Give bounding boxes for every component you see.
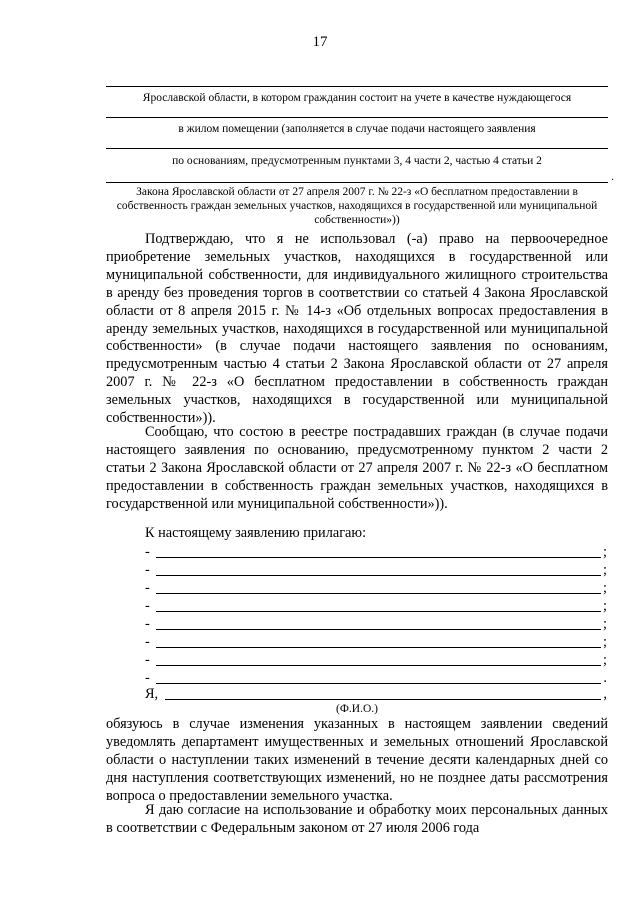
attachment-end-mark: ; — [603, 580, 607, 596]
field-caption-2: в жилом помещении (заполняется в случае подачи настоящего заявления — [178, 123, 536, 135]
attachment-end-mark: ; — [603, 652, 607, 668]
attachment-line[interactable] — [145, 634, 607, 651]
attachment-line[interactable] — [145, 670, 607, 687]
attachment-underline — [156, 665, 601, 666]
fill-in-line-3[interactable] — [106, 148, 608, 149]
fill-in-line-2[interactable] — [106, 117, 608, 118]
attachment-end-mark: ; — [603, 544, 607, 560]
attachment-underline — [156, 575, 601, 576]
attachment-underline — [156, 557, 601, 558]
fill-in-line-1[interactable] — [106, 86, 608, 87]
attachment-dash: - — [145, 580, 150, 596]
attachment-line[interactable] — [145, 652, 607, 669]
paragraph-registry: Сообщаю, что состою в реестре пострадавших граждан (в случае подачи настоящего заявления по основанию, предусмотренному пунктом 2 части 2 статьи 2 Закона Ярославской области от 27 апреля 2007 г. № 22-з «О бесплатном предоставлении в собственность граждан земельных участков, находящихся в государственной или муниципальной собственности»)). — [106, 424, 608, 512]
fio-caption: (Ф.И.О.) — [336, 703, 378, 715]
signature-prefix: Я, — [145, 686, 159, 702]
line-end-dot: . — [611, 171, 614, 183]
attachment-underline — [156, 593, 601, 594]
field-caption-3: по основаниям, предусмотренным пунктами 3, 4 части 2, частью 4 статьи 2 — [172, 155, 542, 167]
paragraph-obligation: обязуюсь в случае изменения указанных в настоящем заявлении сведений уведомлять департамент имущественных и земельных отношений Ярославской области о наступлении таких изменений в течение десяти календарных дней со дня наступления соответствующих изменений, но не позднее даты рассмотрения вопроса о предоставлении земельного участка. — [106, 716, 608, 804]
attachment-dash: - — [145, 562, 150, 578]
field-caption-1: Ярославской области, в котором гражданин состоит на учете в качестве нуждающегося — [142, 92, 572, 104]
attachment-dash: - — [145, 670, 150, 686]
attachment-underline — [156, 611, 601, 612]
attachment-end-mark: ; — [603, 598, 607, 614]
signature-end-mark: , — [603, 686, 607, 702]
attachment-dash: - — [145, 544, 150, 560]
attachment-dash: - — [145, 598, 150, 614]
attachment-underline — [156, 629, 601, 630]
attachment-line[interactable] — [145, 580, 607, 597]
attachment-end-mark: ; — [603, 562, 607, 578]
attachment-underline — [156, 647, 601, 648]
attachment-line[interactable] — [145, 598, 607, 615]
attachment-end-mark: ; — [603, 634, 607, 650]
fill-in-line-4[interactable] — [106, 168, 614, 183]
paragraph-confirmation: Подтверждаю, что я не использовал (-а) право на первоочередное приобретение земельных участков, находящихся в государственной или муниципальной собственности, для индивидуального жилищного строительства в аренду без проведения торгов в соответствии со статьей 4 Закона Ярославской области от 8 апреля 2015 г. № 14-з «Об отдельных вопросах предоставления в аренду земельных участков, находящихся в государственной или муниципальной собственности» (в случае подачи настоящего заявления по основаниям, предусмотренным частью 4 статьи 2 Закона Ярославской области от 27 апреля 2007 г. № 22-з «О бесплатном предоставлении в собственность граждан земельных участков, находящихся в государственной или муниципальной собственности»)). — [106, 231, 608, 427]
attachment-end-mark: ; — [603, 616, 607, 632]
law-caption: Закона Ярославской области от 27 апреля 2007 г. № 22-з «О бесплатном предоставлении в собственность граждан земельных участков, находящихся в государственной или муниципальной собственности»)) — [116, 186, 598, 226]
attachment-dash: - — [145, 616, 150, 632]
signature-name-line[interactable] — [145, 686, 607, 703]
attachment-dash: - — [145, 652, 150, 668]
page-number: 17 — [312, 34, 328, 50]
attachment-dash: - — [145, 634, 150, 650]
attachment-line[interactable] — [145, 562, 607, 579]
attachments-title: К настоящему заявлению прилагаю: — [145, 525, 367, 541]
attachment-end-mark: . — [603, 670, 607, 686]
attachment-line[interactable] — [145, 616, 607, 633]
paragraph-consent: Я даю согласие на использование и обработку моих персональных данных в соответствии с Федеральным законом от 27 июля 2006 года — [106, 802, 608, 836]
attachment-underline — [156, 683, 601, 684]
attachment-line[interactable] — [145, 544, 607, 561]
signature-underline — [165, 699, 601, 700]
